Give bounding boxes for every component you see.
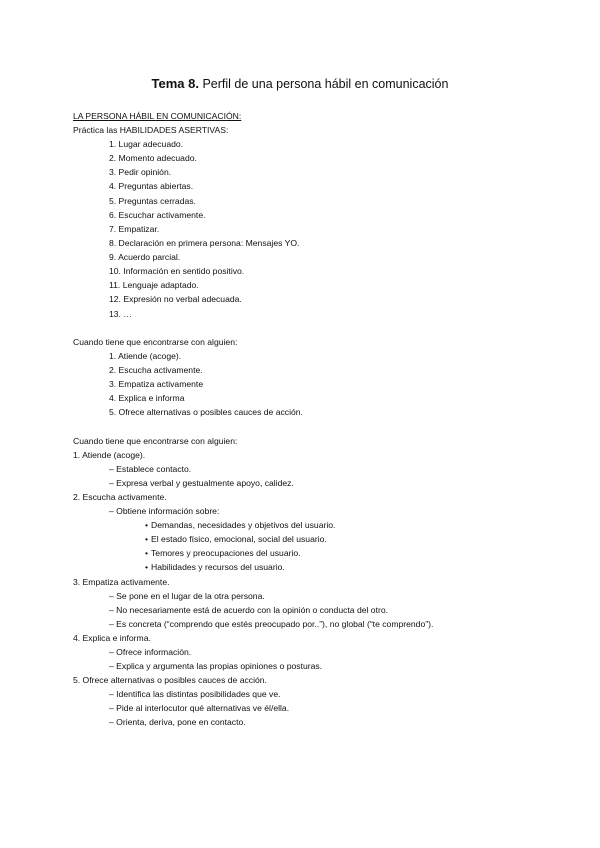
bullet-text: Temores y preocupaciones del usuario. — [151, 548, 301, 558]
section3-heading: Cuando tiene que encontrarse con alguien: — [73, 436, 238, 446]
bullet-item — [145, 548, 301, 558]
list-item: 13. … — [109, 309, 132, 319]
list-item: – Ofrece información. — [109, 647, 192, 657]
list-item: 6. Escuchar activamente. — [109, 210, 206, 220]
list-item: – Es concreta (“comprendo que estés preocupado por..”), no global (“te comprendo”). — [109, 619, 434, 629]
list-item: 3. Empatiza activamente — [109, 379, 204, 389]
list-item: 8. Declaración en primera persona: Mensajes YO. — [109, 238, 300, 248]
bullet-text: Demandas, necesidades y objetivos del usuario. — [151, 520, 336, 530]
list-item: 2. Escucha activamente. — [109, 365, 203, 375]
list-item: 5. Ofrece alternativas o posibles cauces de acción. — [109, 407, 303, 417]
list-item: 3. Pedir opinión. — [109, 167, 172, 177]
list-item: 5. Ofrece alternativas o posibles cauces de acción. — [73, 675, 267, 685]
bullet-icon: • — [145, 534, 149, 544]
list-item: – Pide al interlocutor qué alternativas ve él/ella. — [109, 703, 290, 713]
section1-subheading: Práctica las HABILIDADES ASERTIVAS: — [73, 125, 229, 135]
list-item: 1. Atiende (acoge). — [109, 351, 182, 361]
list-item: – Se pone en el lugar de la otra persona. — [109, 591, 265, 601]
section1-heading: LA PERSONA HÁBIL EN COMUNICACIÓN: — [73, 111, 242, 121]
bullet-icon: • — [145, 520, 149, 530]
list-item: – Identifica las distintas posibilidades que ve. — [109, 689, 281, 699]
list-item: 4. Explica e informa — [109, 393, 185, 403]
list-item: 10. Información en sentido positivo. — [109, 266, 245, 276]
list-item: – Obtiene información sobre: — [109, 506, 220, 516]
title-text: Perfil de una persona hábil en comunicación — [202, 77, 449, 91]
page-title — [0, 76, 600, 91]
list-item: 1. Lugar adecuado. — [109, 139, 184, 149]
list-item: – Explica y argumenta las propias opiniones o posturas. — [109, 661, 323, 671]
list-item: – No necesariamente está de acuerdo con la opinión o conducta del otro. — [109, 605, 389, 615]
bullet-text: Habilidades y recursos del usuario. — [151, 562, 285, 572]
list-item: 4. Preguntas abiertas. — [109, 181, 194, 191]
bullet-item — [145, 534, 327, 544]
list-item: 2. Momento adecuado. — [109, 153, 197, 163]
list-item: – Orienta, deriva, pone en contacto. — [109, 717, 246, 727]
title-number: Tema 8. — [151, 76, 199, 91]
bullet-item — [145, 520, 335, 530]
list-item: 4. Explica e informa. — [73, 633, 151, 643]
list-item: 7. Empatizar. — [109, 224, 160, 234]
list-item: – Expresa verbal y gestualmente apoyo, calidez. — [109, 478, 294, 488]
bullet-icon: • — [145, 548, 149, 558]
bullet-icon: • — [145, 562, 149, 572]
list-item: 11. Lenguaje adaptado. — [109, 280, 199, 290]
list-item: 1. Atiende (acoge). — [73, 450, 146, 460]
list-item: 2. Escucha activamente. — [73, 492, 167, 502]
list-item: 12. Expresión no verbal adecuada. — [109, 294, 242, 304]
list-item: 5. Preguntas cerradas. — [109, 196, 196, 206]
list-item: – Establece contacto. — [109, 464, 192, 474]
bullet-item — [145, 562, 285, 572]
list-item: 9. Acuerdo parcial. — [109, 252, 181, 262]
list-item: 3. Empatiza activamente. — [73, 577, 170, 587]
bullet-text: El estado físico, emocional, social del usuario. — [151, 534, 327, 544]
section2-heading: Cuando tiene que encontrarse con alguien: — [73, 337, 238, 347]
